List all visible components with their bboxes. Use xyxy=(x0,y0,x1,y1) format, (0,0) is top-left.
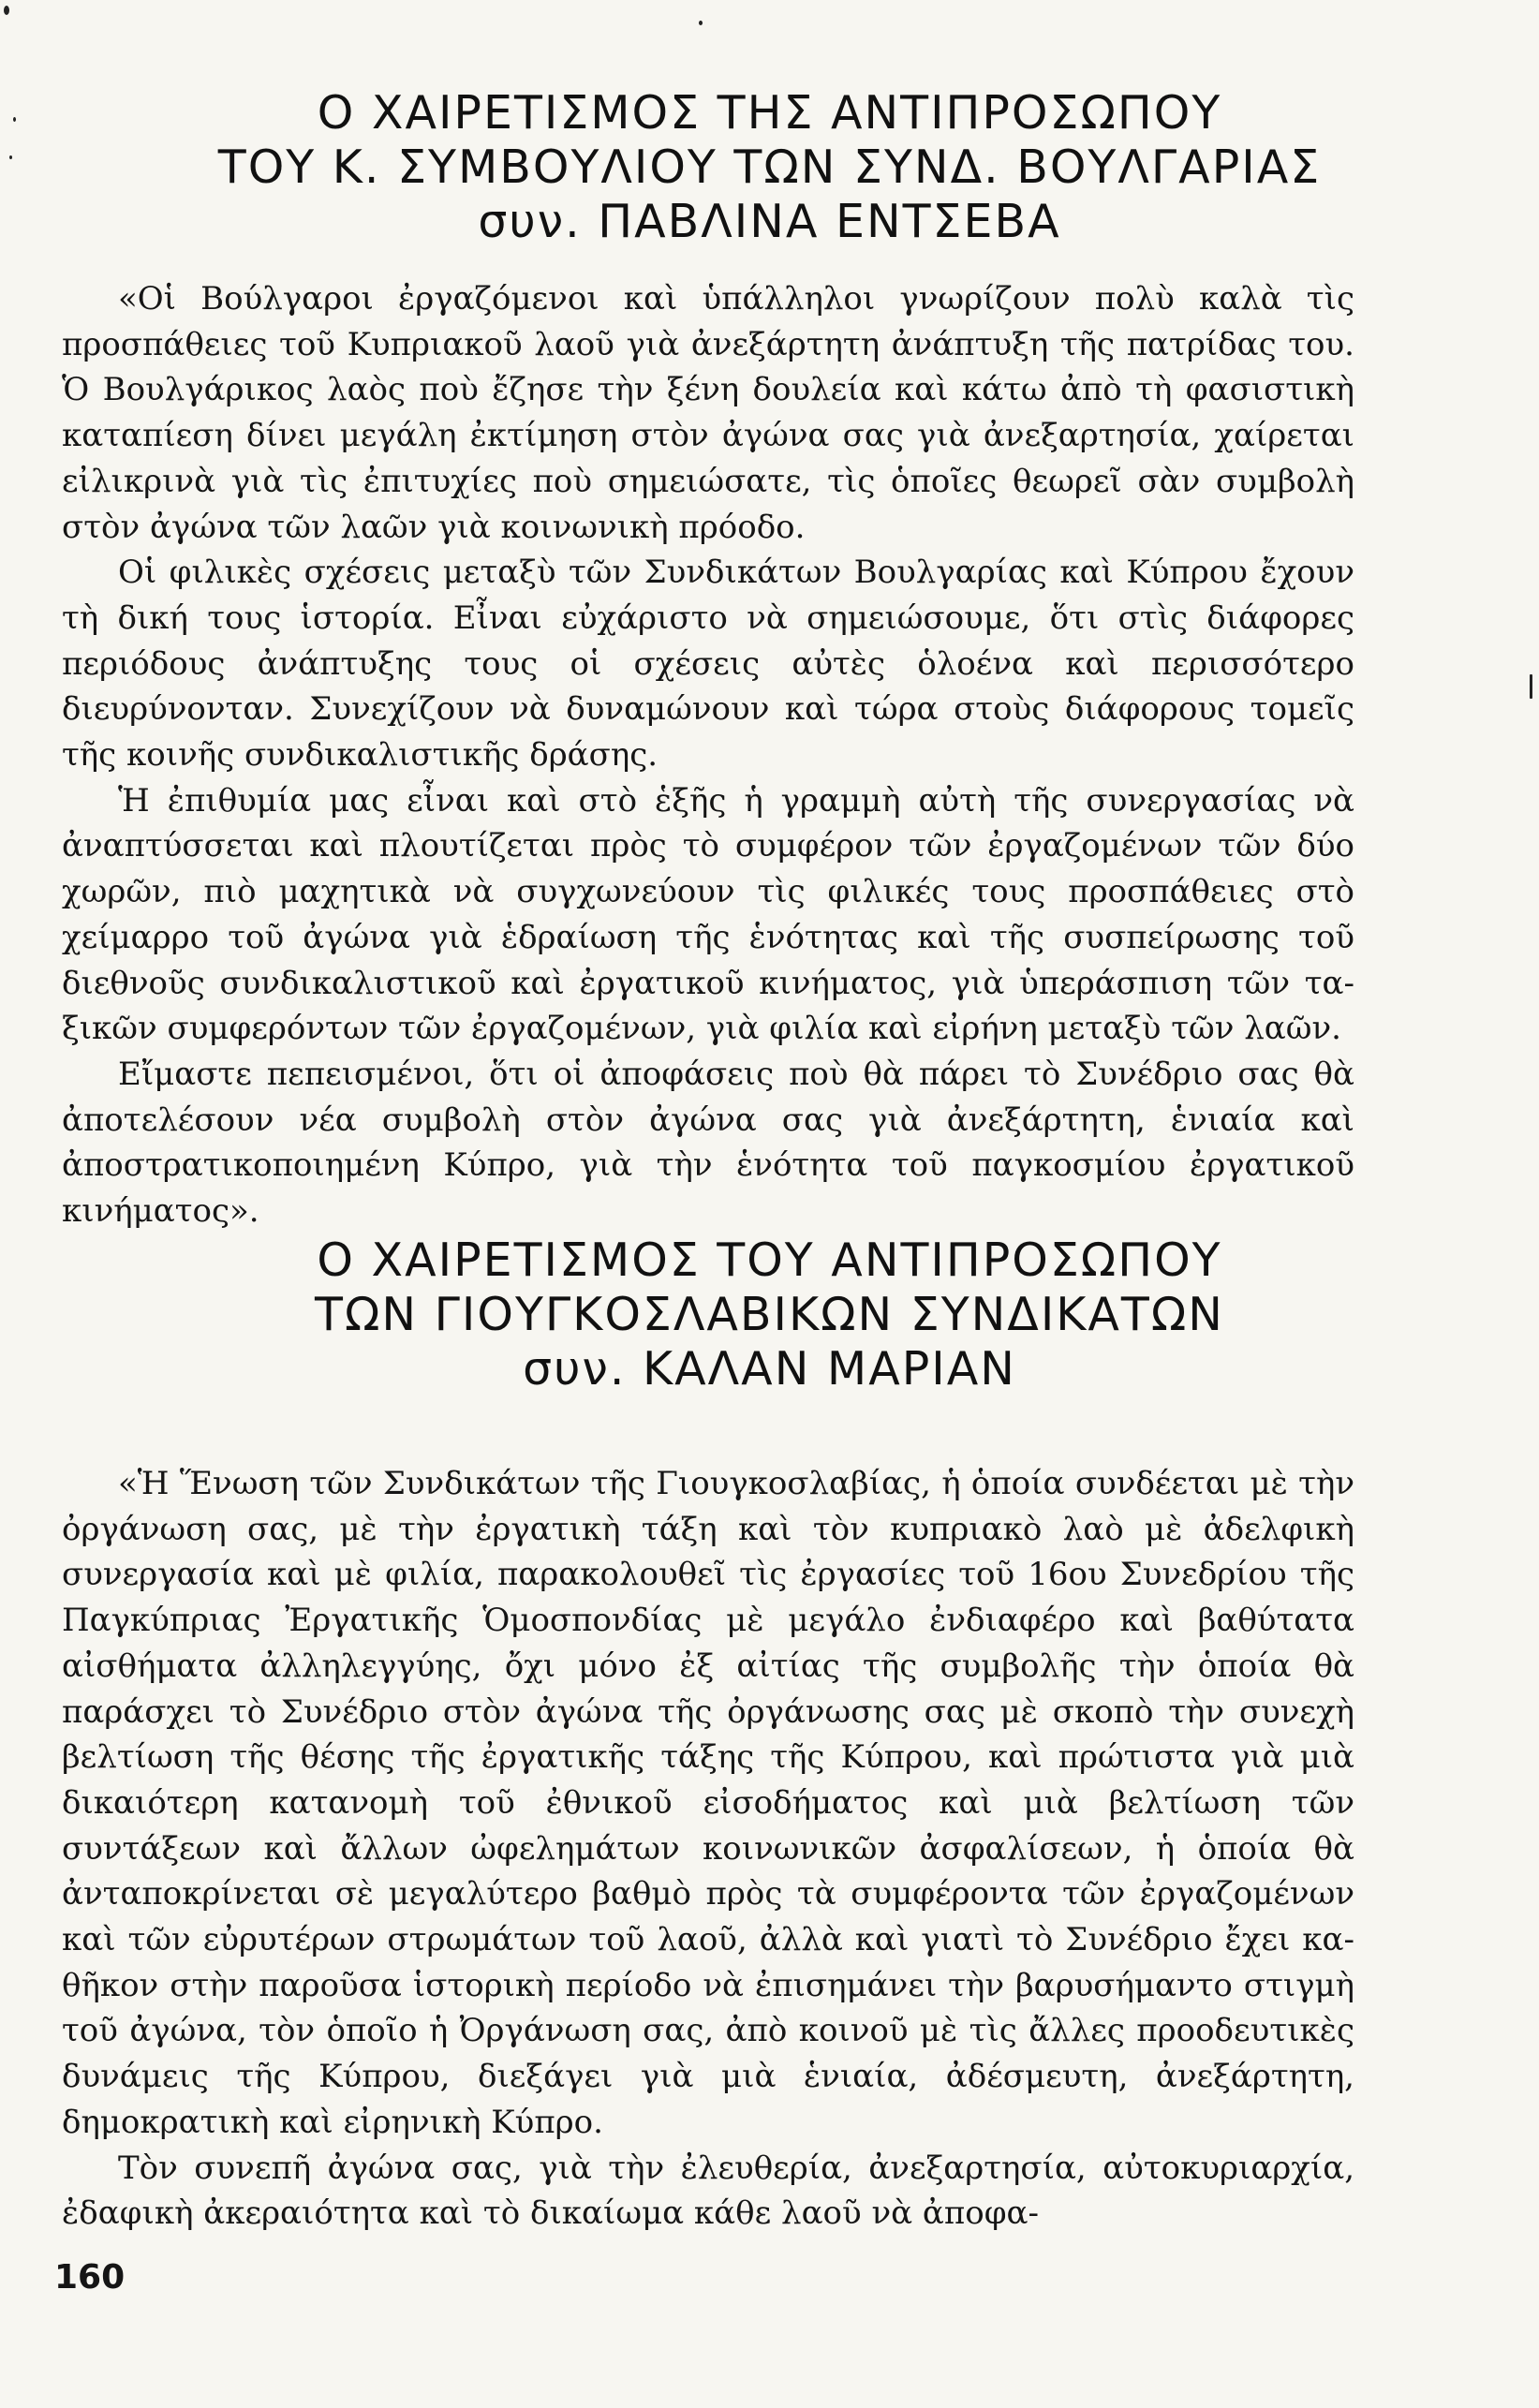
heading-line: ΤΟΥ Κ. ΣΥΜΒΟΥΛΙΟΥ ΤΩΝ ΣΥΝΔ. ΒΟΥΛΓΑΡΙΑΣ xyxy=(217,140,1322,194)
page-number: 160 xyxy=(54,2258,126,2297)
heading-line: ΤΩΝ ΓΙΟΥΓΚΟΣΛΑΒΙΚΩΝ ΣΥΝΔΙΚΑΤΩΝ xyxy=(315,1288,1224,1341)
paragraph: Οἱ φιλικὲς σχέσεις μεταξὺ τῶν Συνδικάτων Βουλγαρίας καὶ Κύπρου ἔχουν τὴ δική τους ἱστορία. Εἶναι εὐχάριστο νὰ σημειώσουμε, ὅτι στὶς διάφορες περιόδους ἀνάπτυξης τους οἱ σχέσεις αὐτὲς ὁλοένα καὶ περισσότερο διευρύνονταν. Συνεχίζουν νὰ δυναμώνουν καὶ τώρα στοὺς διάφορους τομεῖς τῆς κοινῆς συνδικαλιστικῆς δράσης. xyxy=(62,554,1354,775)
section-heading-yugoslavia xyxy=(0,1234,1539,1396)
paragraph: Εἴμαστε πεπεισμένοι, ὅτι οἱ ἀποφάσεις ποὺ θὰ πάρει τὸ Συνέδριο σας θὰ ἀποτελέσουν νέα συμβολὴ στὸν ἀγώνα σας γιὰ ἀνεξάρτητη, ἑνιαία καὶ ἀποστρατικοποιημένη Κύπρο, γιὰ τὴν ἑνότητα τοῦ παγκοσμίου ἐργατικοῦ κινήματος». xyxy=(62,1055,1354,1231)
body-text-yugoslavia xyxy=(62,1461,1354,2237)
section-heading-bulgaria xyxy=(0,86,1539,249)
paragraph: Τὸν συνεπῆ ἀγώνα σας, γιὰ τὴν ἐλευθερία, ἀνεξαρτησία, αὐτοκυριαρχία, ἐδαφικὴ ἀκεραιότητα καὶ τὸ δικαίωμα κάθε λαοῦ νὰ ἀποφα- xyxy=(62,2149,1354,2233)
heading-line: συν. ΚΑΛΑΝ ΜΑΡΙΑΝ xyxy=(523,1342,1016,1396)
paragraph: «Οἱ Βούλγαροι ἐργαζόμενοι καὶ ὑπάλληλοι γνωρίζουν πολὺ καλὰ τὶς προσπάθειες τοῦ Κυπριακοῦ λαοῦ γιὰ ἀνεξάρτητη ἀνάπτυξη τῆς πατρίδας του. Ὁ Βουλγάρικος λαὸς ποὺ ἔζησε τὴν ξένη δουλεία καὶ κάτω ἀπὸ τὴ φασιστικὴ καταπίεση δίνει μεγάλη ἐκτίμηση στὸν ἀγώνα σας γιὰ ἀνεξαρτησία, χαίρεται εἰλικρινὰ γιὰ τὶς ἐπιτυχίες ποὺ σημειώσατε, τὶς ὁποῖες θεωρεῖ σὰν συμβολὴ στὸν ἀγώνα τῶν λαῶν γιὰ κοινωνικὴ πρόοδο. xyxy=(62,280,1354,546)
scan-speck xyxy=(13,117,16,122)
heading-line: συν. ΠΑΒΛΙΝΑ ΕΝΤΣΕΒΑ xyxy=(478,195,1061,248)
paragraph: Ἡ ἐπιθυμία μας εἶναι καὶ στὸ ἑξῆς ἡ γραμμὴ αὐτὴ τῆς συνεργασίας νὰ ἀναπτύσσεται καὶ πλουτίζεται πρὸς τὸ συμφέρον τῶν ἐργαζομένων τῶν δύο χωρῶν, πιὸ μαχητικὰ νὰ συγχωνεύουν τὶς φιλικές τους προσπάθειες στὸ χείμαρρο τοῦ ἀγώνα γιὰ ἑδραίωση τῆς ἑνότητας καὶ τῆς συσπείρωσης τοῦ διεθνοῦς συνδικαλιστικοῦ καὶ ἐργατικοῦ κινήματος, γιὰ ὑπεράσπιση τῶν ταξικῶν συμφερόντων τῶν ἐργαζομένων, γιὰ φιλία καὶ εἰρήνη μεταξὺ τῶν λαῶν. xyxy=(62,781,1354,1048)
scan-speck xyxy=(9,155,12,159)
heading-line: Ο ΧΑΙΡΕΤΙΣΜΟΣ ΤΟΥ ΑΝΤΙΠΡΟΣΩΠΟΥ xyxy=(317,1234,1222,1287)
scan-speck xyxy=(699,21,703,25)
paragraph: «Ἡ Ἕνωση τῶν Συνδικάτων τῆς Γιουγκοσλαβίας, ἡ ὁποία συνδέεται μὲ τὴν ὀργάνωση σας, μὲ τὴν ἐργατικὴ τάξη καὶ τὸν κυπριακὸ λαὸ μὲ ἀδελφικὴ συνεργασία καὶ μὲ φιλία, παρακολουθεῖ τὶς ἐργασίες τοῦ 16ου Συνεδρίου τῆς Παγκύπριας Ἐργατικῆς Ὁμοσπονδίας μὲ μεγάλο ἐνδιαφέρο καὶ βαθύτατα αἰσθήματα ἀλληλεγγύης, ὄχι μόνο ἐξ αἰτίας τῆς συμβολῆς τὴν ὁποία θὰ παράσχει τὸ Συνέδριο στὸν ἀγώνα τῆς ὀργάνωσης σας μὲ σκοπὸ τὴν συνεχὴ βελτίωση τῆς θέσης τῆς ἐργατικῆς τάξης τῆς Κύπρου, καὶ πρώτιστα γιὰ μιὰ δικαιότερη κατανομὴ τοῦ ἐθνικοῦ εἰσοδήματος καὶ μιὰ βελτίωση τῶν συντάξεων καὶ ἄλλων ὠφελημάτων κοινωνικῶν ἀσφαλίσεων, ἡ ὁποία θὰ ἀνταποκρίνεται σὲ μεγαλύτερο βαθμὸ πρὸς τὰ συμφέροντα τῶν ἐργαζομένων καὶ τῶν εὐρυτέρων στρωμάτων τοῦ λαοῦ, ἀλλὰ καὶ γιατὶ τὸ Συνέδριο ἔχει καθῆκον στὴν παροῦσα ἱστορικὴ περίοδο νὰ ἐπισημάνει τὴν βαρυσήμαντο στιγμὴ τοῦ ἀγώνα, τὸν ὁποῖο ἡ Ὀργάνωση σας, ἀπὸ κοινοῦ μὲ τὶς ἄλλες προοδευτικὲς δυνάμεις τῆς Κύπρου, διεξάγει γιὰ μιὰ ἑνιαία, ἀδέσμευτη, ἀνεξάρτητη, δημοκρατικὴ καὶ εἰρηνικὴ Κύπρο. xyxy=(62,1465,1354,2141)
heading-line: Ο ΧΑΙΡΕΤΙΣΜΟΣ ΤΗΣ ΑΝΤΙΠΡΟΣΩΠΟΥ xyxy=(317,86,1222,140)
scan-speck xyxy=(4,6,9,15)
scan-speck xyxy=(1530,674,1532,699)
body-text-bulgaria xyxy=(62,276,1354,1234)
